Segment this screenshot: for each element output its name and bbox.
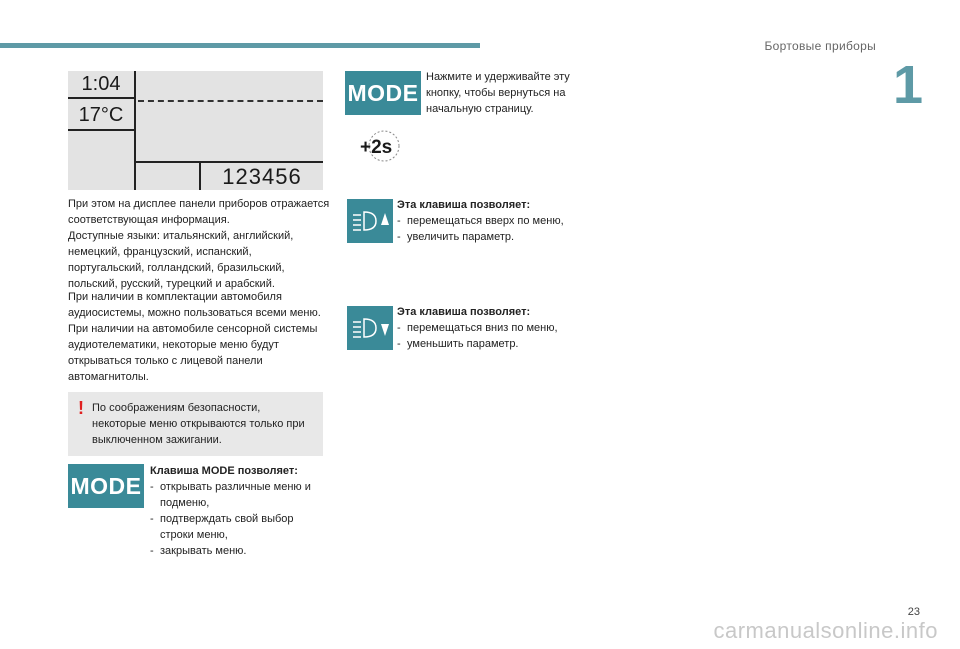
list-item: - открывать различные меню и подменю,: [150, 481, 311, 509]
display-time: 1:04: [81, 73, 121, 95]
instrument-display: [68, 71, 323, 190]
mode-title: Клавиша MODE позволяет:: [150, 465, 298, 477]
up-title: Эта клавиша позволяет:: [397, 199, 531, 211]
paragraph-languages: Доступные языки: итальянский, английский, немецкий, французский, испанский, португальский, голландский, бразильский, польский, русский, турецкий и арабский.: [68, 230, 294, 290]
hold-instruction: Нажмите и удерживайте эту кнопку, чтобы вернуться на начальную страницу.: [426, 71, 570, 115]
chapter-number: 1: [893, 55, 924, 115]
up-list: [397, 213, 577, 245]
list-item: - перемещаться вверх по меню,: [397, 215, 564, 227]
down-description: [397, 304, 577, 352]
display-divider: [68, 97, 134, 99]
list-item: - подтверждать свой выбор строки меню,: [150, 513, 294, 541]
warning-text: По соображениям безопасности, некоторые меню открываются только при выключенном зажигании.: [92, 402, 305, 446]
section-title: Бортовые приборы: [764, 39, 876, 53]
display-odometer: 123456: [222, 164, 302, 189]
warning-icon: !: [78, 398, 84, 418]
down-title: Эта клавиша позволяет:: [397, 306, 531, 318]
list-item: - закрывать меню.: [150, 545, 247, 557]
mode-button-icon: MODE: [345, 71, 421, 115]
watermark: carmanualsonline.info: [713, 618, 938, 643]
display-divider: [68, 129, 134, 131]
up-button-icon: [347, 199, 393, 243]
page-number: 23: [907, 606, 920, 618]
mode-list: [150, 479, 325, 559]
mode-description: [150, 463, 325, 559]
paragraph-display-info: При этом на дисплее панели приборов отражается соответствующая информация.: [68, 198, 330, 226]
warning-box: [68, 392, 323, 456]
display-temperature: 17°C: [78, 104, 124, 126]
down-list: [397, 320, 577, 352]
display-divider: [134, 161, 323, 163]
paragraph-audio-system: При наличии в комплектации автомобиля аудиосистемы, можно пользоваться всеми меню. При наличии на автомобиле сенсорной системы аудиотелематики, некоторые меню будут открываться только с лицевой панели автомагнитолы.: [68, 291, 321, 383]
mode-button-icon: MODE: [68, 464, 144, 508]
display-dashed-line: [138, 100, 323, 102]
list-item: - уменьшить параметр.: [397, 338, 519, 350]
up-description: [397, 197, 577, 245]
display-divider: [134, 71, 136, 190]
down-button-icon: [347, 306, 393, 350]
list-item: - перемещаться вниз по меню,: [397, 322, 558, 334]
hold-timer-label: +2s: [360, 137, 393, 158]
list-item: - увеличить параметр.: [397, 231, 515, 243]
hold-timer-icon: [358, 126, 404, 166]
header-accent-bar: [0, 43, 480, 48]
